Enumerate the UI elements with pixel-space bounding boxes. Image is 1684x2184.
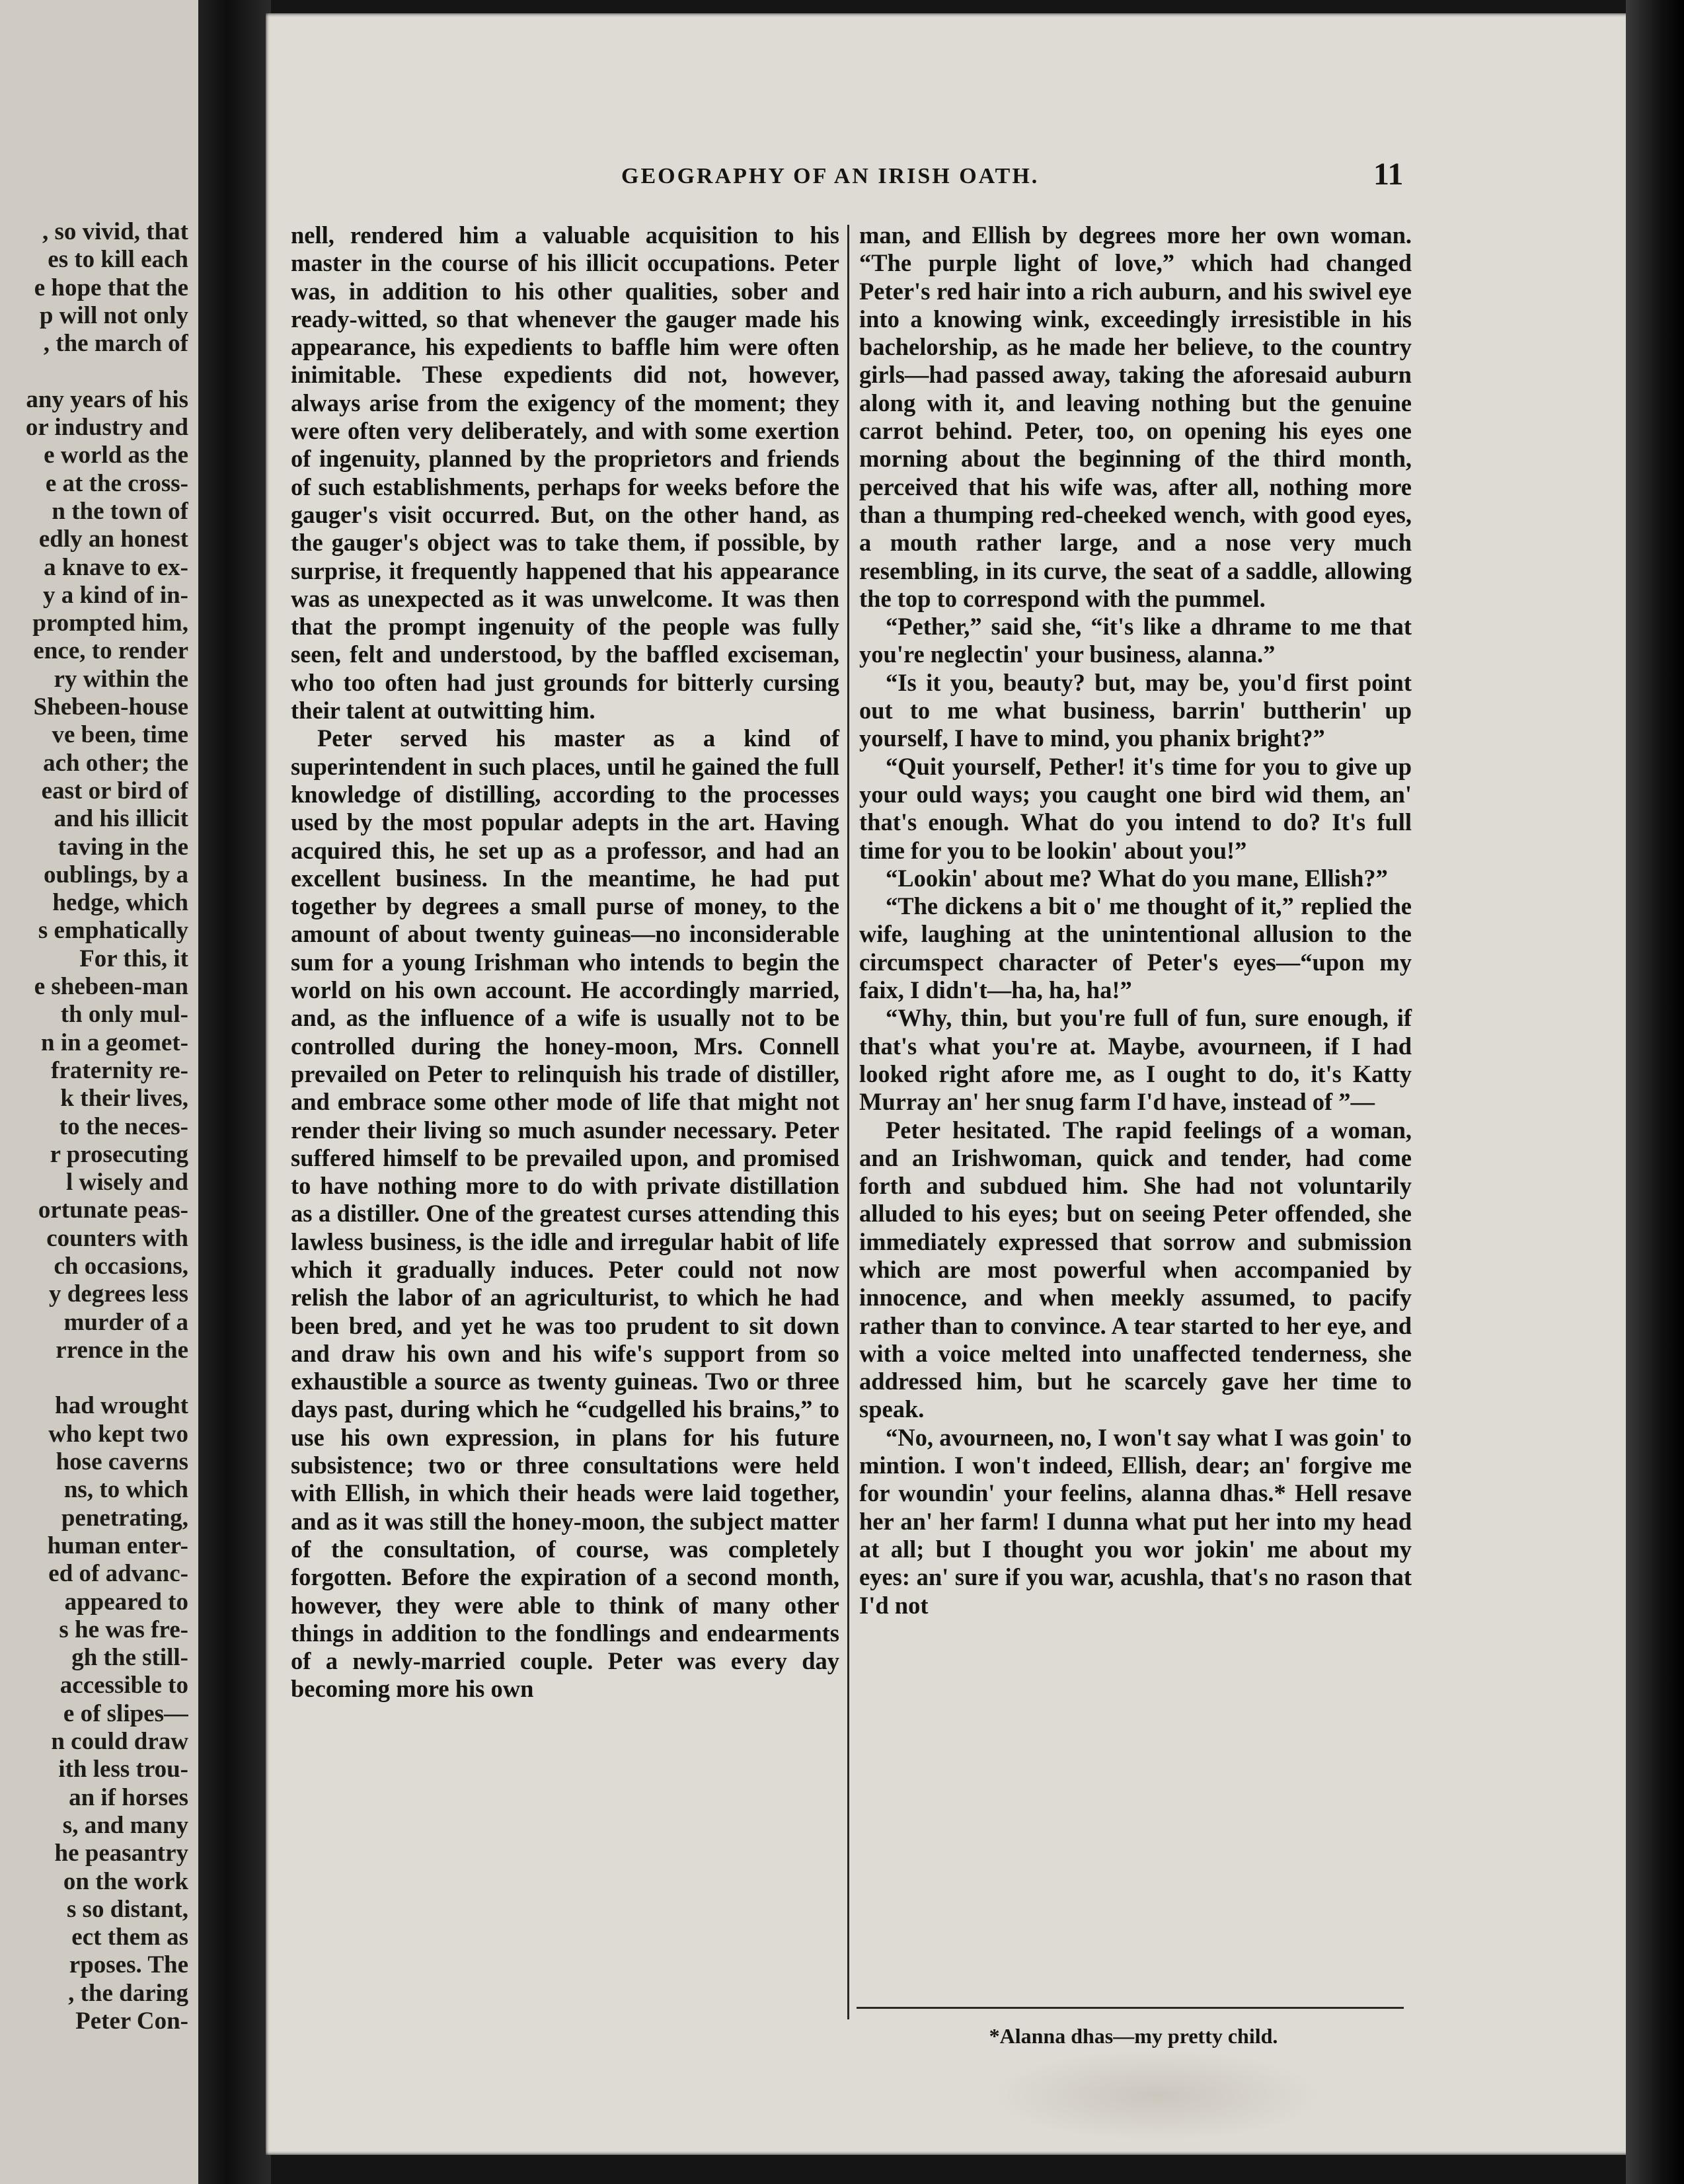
page-number: 11 — [1373, 157, 1404, 192]
previous-page-line: e shebeen-man — [34, 973, 188, 1001]
paragraph: “Lookin' about me? What do you mane, Ellish?” — [886, 864, 1388, 892]
previous-page-line: k their lives, — [60, 1085, 188, 1112]
previous-page-line: , the daring — [68, 1979, 188, 2007]
column-divider — [847, 225, 849, 2019]
previous-page-line: ach other; the — [43, 749, 188, 777]
previous-page-line: rrence in the — [56, 1336, 188, 1364]
previous-page-line: e at the cross- — [45, 469, 188, 497]
previous-page-line: , the march of — [43, 330, 188, 358]
previous-page-line: appeared to — [64, 1588, 188, 1616]
previous-page-line: ith less trou- — [58, 1756, 188, 1783]
previous-page-line: or industry and — [25, 414, 188, 442]
paragraph: “Quit yourself, Pether! it's time for you to give up your ould ways; you caught one bird wid them, an' that's enough. What do you intend to do? It's full time for you to be lookin' about you!” — [859, 752, 1412, 864]
previous-page-line — [0, 1364, 188, 1392]
previous-page-line: prompted him, — [32, 609, 188, 637]
paragraph: “Pether,” said she, “it's like a dhrame to me that you're neglectin' your business, alanna.” — [859, 613, 1412, 668]
previous-page-line: y degrees less — [49, 1280, 188, 1308]
previous-page-line: on the work — [63, 1867, 188, 1895]
previous-page-line: ed of advanc- — [48, 1560, 188, 1588]
previous-page-line: murder of a — [63, 1308, 188, 1336]
previous-page-line: he peasantry — [54, 1840, 188, 1867]
previous-page-line: n could draw — [51, 1728, 188, 1756]
previous-page-line: who kept two — [48, 1420, 188, 1448]
previous-page-line: had wrought — [55, 1392, 188, 1420]
paragraph: “Is it you, beauty? but, may be, you'd first point out to me what business, barrin' buttherin' up yourself, I have to mind, you phanix bright?” — [859, 668, 1412, 752]
previous-page-line: th only mul- — [60, 1001, 188, 1029]
previous-page-line: ence, to render — [33, 637, 188, 665]
previous-page-line: a knave to ex- — [44, 553, 188, 581]
previous-page-line: fraternity re- — [51, 1056, 188, 1084]
previous-page-line: penetrating, — [61, 1504, 188, 1532]
previous-page-line: For this, it — [79, 945, 188, 972]
previous-page-line: human enter- — [47, 1532, 188, 1559]
previous-page-line: e of slipes— — [63, 1699, 188, 1727]
book-gutter — [198, 0, 271, 2184]
paragraph: man, and Ellish by degrees more her own woman. “The purple light of love,” which had changed Peter's red hair into a rich auburn, and his swivel eye into a knowing wink, exceedingly irresistible in his bachelorship, as he made her believe, to the country girls—had passed away, taking the aforesaid auburn along with it, and leaving nothing but the genuine carrot behind. Peter, too, on opening his eyes one morning about the beginning of the third month, perceived that his wife was, after all, nothing more than a thumping red-cheeked wench, with good eyes, a mouth rather large, and a nose very much resembling, in its curve, the seat of a saddle, allowing the top to correspond with the pummel. — [859, 221, 1412, 612]
previous-page-line: n the town of — [52, 497, 188, 525]
previous-page-line: es to kill each — [48, 246, 188, 274]
previous-page-line: east or bird of — [41, 777, 188, 804]
footnote: *Alanna dhas—my pretty child. — [989, 2024, 1278, 2048]
paragraph: Peter served his master as a kind of superintendent in such places, until he gained the full knowledge of distilling, according to the processes used by the most popular adepts in the art. Having acquired this, he set up as a professor, and had an excellent business. In the meantime, he had put together by degrees a small purse of money, to the amount of about twenty guineas—no inconsiderable sum for a young Irishman who intends to begin the world on his own account. He accordingly married, and, as the influence of a wife is usually not to be controlled during the honey-moon, Mrs. Connell prevailed on Peter to relinquish his trade of distiller, and embrace some other mode of life that might not render their living so much asunder necessary. Peter suffered himself to be prevailed upon, and promised to have nothing more to do with private distillation as a distiller. One of the greatest curses attending this lawless business, is the idle and irregular habit of life which it gradually induces. Peter could not now relish the labor of an agriculturist, to which he had been bred, and yet he was too prudent to sit down and draw his own and his wife's support from so exhaustible a source as twenty guineas. Two or three days past, during which he “cudgelled his brains,” to use his own expression, in plans for his future subsistence; two or three consultations were held with Ellish, in which their heads were laid together, and as it was still the honey-moon, the subject matter of the consultation, of course, was completely forgotten. Before the expiration of a second month, however, they were able to think of many other things in addition to the fondlings and endearments of a newly-married couple. Peter was every day becoming more his own — [291, 724, 839, 1703]
text-column-left — [291, 221, 839, 1703]
previous-page-line: taving in the — [57, 833, 188, 861]
paper-stain — [991, 2049, 1322, 2142]
paragraph: Peter hesitated. The rapid feelings of a woman, and an Irishwoman, quick and tender, had come forth and subdued him. She had not voluntarily alluded to his eyes; but on seeing Peter offended, she immediately expressed that sorrow and submission which are most powerful when accompanied by innocence, and when meekly assumed, to pacify rather than to convince. A tear started to her eye, and with a voice melted into unaffected tenderness, she addressed him, but he scarcely gave her time to speak. — [859, 1116, 1412, 1423]
previous-page-line: , so vivid, that — [42, 218, 188, 245]
previous-page-line: hose caverns — [56, 1448, 188, 1476]
paragraph: “Why, thin, but you're full of fun, sure enough, if that's what you're at. Maybe, avourneen, if I had looked right afore me, as I ought to do, it's Katty Murray an' her snug farm I'd have, instead of ”— — [859, 1004, 1412, 1116]
previous-page-line: s, and many — [62, 1811, 188, 1839]
footnote-rule — [857, 2007, 1404, 2009]
paragraph: nell, rendered him a valuable acquisition to his master in the course of his illicit occupations. Peter was, in addition to his other qualities, sober and ready-witted, so that whenever the gauger made his appearance, his expedients to baffle him were often inimitable. These expedients did not, however, always arise from the exigency of the moment; they were often very deliberately, and with some exertion of ingenuity, planned by the proprietors and friends of such establishments, perhaps for weeks before the gauger's visit occurred. But, on the other hand, as the gauger's object was to take them, if possible, by surprise, it frequently happened that his appearance was as unexpected as it was unwelcome. It was then that the prompt ingenuity of the people was fully seen, felt and understood, by the baffled exciseman, who too often had just grounds for bitterly cursing their talent at outwitting him. — [291, 221, 839, 724]
previous-page-line: s so distant, — [66, 1895, 188, 1923]
previous-page-line: ortunate peas- — [38, 1196, 188, 1224]
previous-page-line: ns, to which — [63, 1476, 188, 1504]
previous-page-line: n in a geomet- — [41, 1029, 188, 1056]
previous-page-line: oublings, by a — [43, 861, 188, 888]
previous-page-line: ve been, time — [52, 721, 188, 749]
previous-page-line: p will not only — [39, 301, 188, 329]
paragraph: “No, avourneen, no, I won't say what I was goin' to mintion. I won't indeed, Ellish, dear; an' forgive me for woundin' your feelins, alanna dhas.* Hell resave her an' her farm! I dunna what put her into my head at all; but I thought you wor jokin' me about my eyes: an' sure if you war, acushla, that's no rason that I'd not — [859, 1423, 1412, 1619]
previous-page-line: ry within the — [54, 665, 188, 693]
previous-page-line: ect them as — [71, 1924, 188, 1951]
paragraph: “The dickens a bit o' me thought of it,” replied the wife, laughing at the unintentional allusion to the circumspect character of Peter's eyes—“upon my faix, I didn't—ha, ha, ha!” — [859, 892, 1412, 1004]
previous-page-line: y a kind of in- — [42, 581, 188, 609]
previous-page-line: an if horses — [69, 1783, 188, 1811]
previous-page-line: gh the still- — [71, 1644, 188, 1672]
previous-page-line: e hope that the — [34, 274, 188, 301]
previous-page-line: Shebeen-house — [33, 693, 188, 721]
previous-page-fragment — [0, 0, 198, 2184]
previous-page-line: any years of his — [26, 385, 188, 413]
previous-page-line: s emphatically — [38, 917, 188, 945]
previous-page-line: s he was fre- — [59, 1616, 188, 1643]
previous-page-line: to the neces- — [59, 1112, 188, 1140]
previous-page-line: counters with — [46, 1224, 188, 1252]
previous-page-line: r prosecuting — [50, 1140, 188, 1168]
text-column-right — [859, 221, 1412, 1619]
previous-page-line: Peter Con- — [75, 2008, 188, 2035]
previous-page-line: ch occasions, — [54, 1252, 188, 1280]
previous-page-text — [0, 218, 188, 2035]
previous-page-line: hedge, which — [52, 889, 188, 917]
previous-page-line: rposes. The — [69, 1951, 188, 1979]
page-edge — [1626, 0, 1684, 2184]
previous-page-line: accessible to — [59, 1672, 188, 1699]
running-title: GEOGRAPHY OF AN IRISH OATH. — [621, 164, 1040, 188]
previous-page-line: edly an honest — [38, 526, 188, 553]
previous-page-line: l wisely and — [65, 1169, 188, 1196]
previous-page-line: and his illicit — [54, 805, 188, 833]
previous-page-line: e world as the — [44, 442, 188, 469]
previous-page-line — [0, 358, 188, 385]
